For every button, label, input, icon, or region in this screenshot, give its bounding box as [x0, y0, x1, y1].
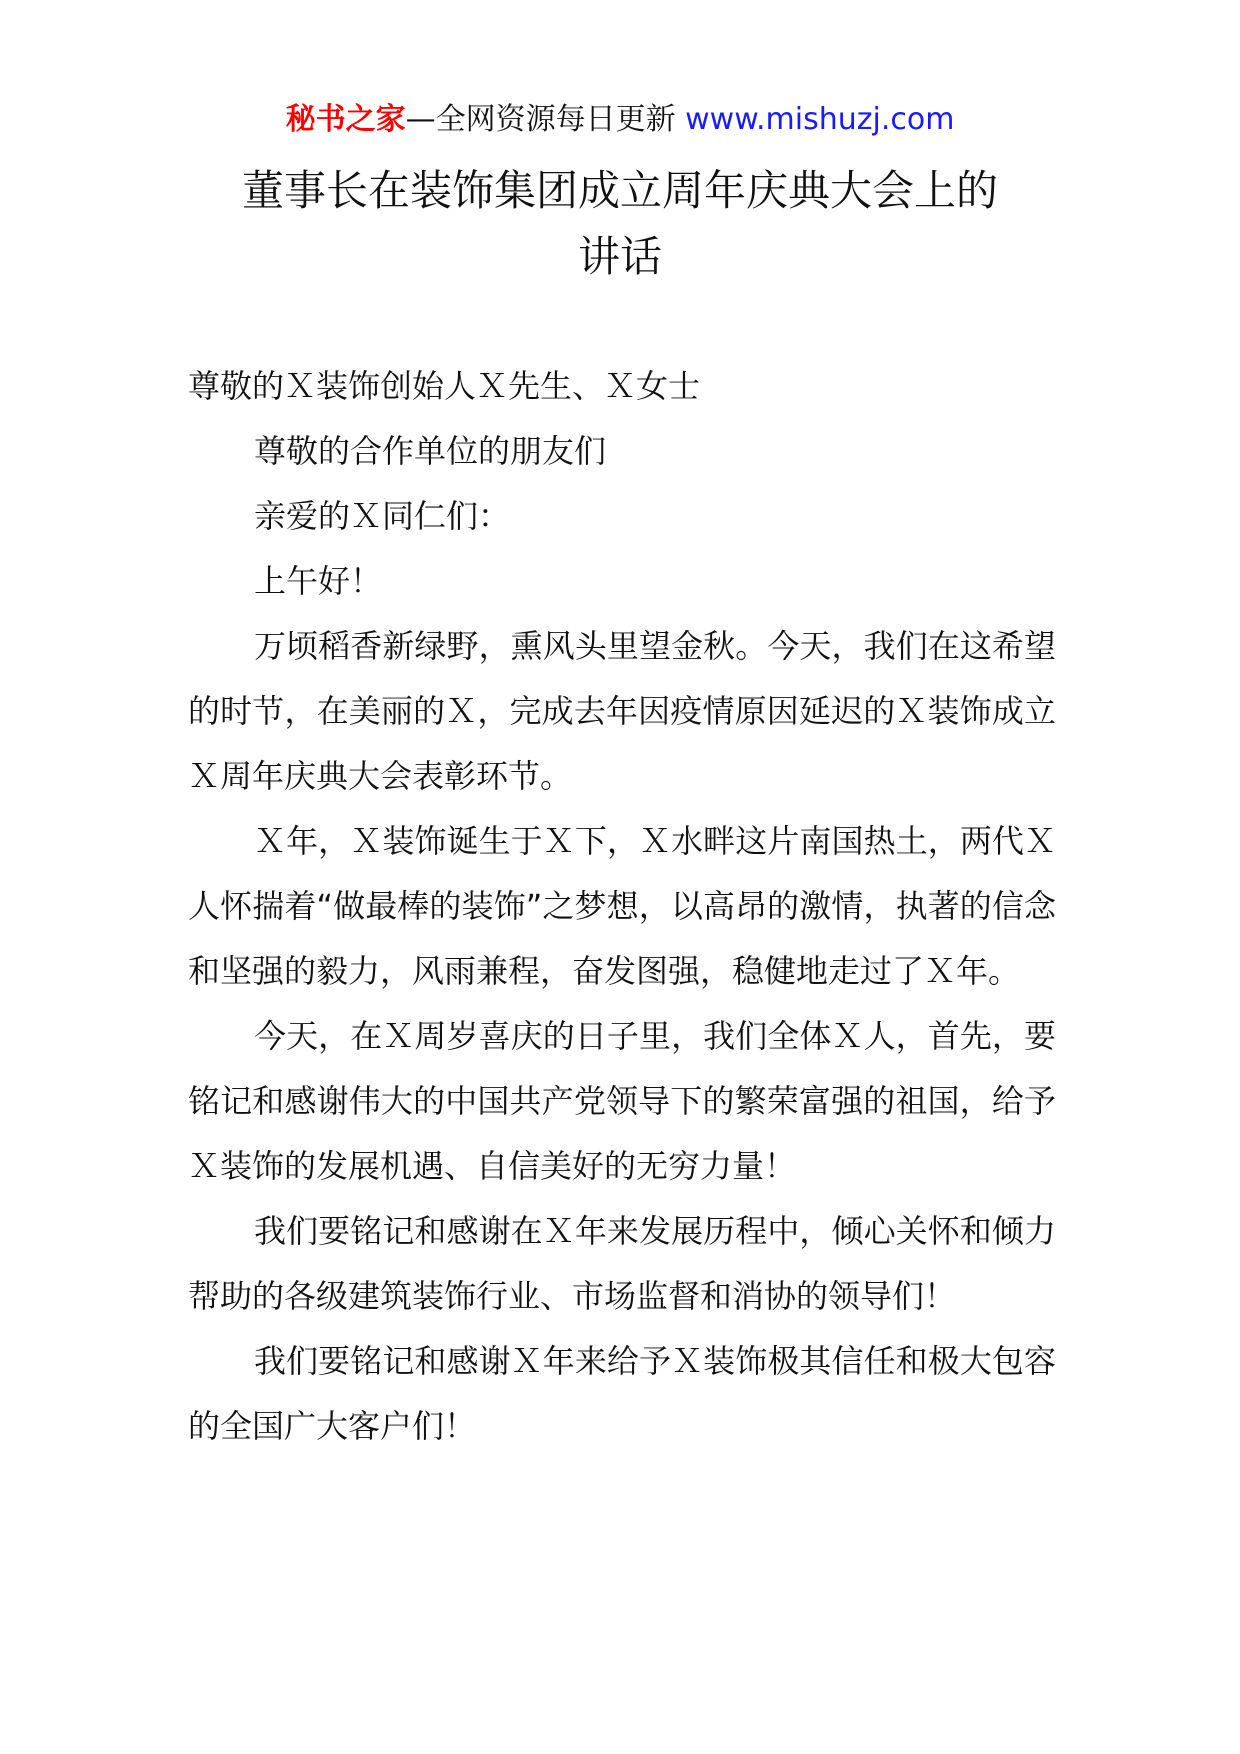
- salutation-partners: 尊敬的合作单位的朋友们: [254, 432, 607, 470]
- paragraph-thanks-leaders: 我们要铭记和感谢在Ｘ年来发展历程中，倾心关怀和倾力帮助的各级建筑装饰行业、市场监督和消协的领导们！: [188, 1212, 1056, 1315]
- document-title: [180, 158, 1060, 290]
- greeting: 上午好！: [254, 562, 383, 600]
- paragraph-thanks-country: 今天，在Ｘ周岁喜庆的日子里，我们全体Ｘ人，首先，要铭记和感谢伟大的中国共产党领导下的繁荣富强的祖国，给予Ｘ装饰的发展机遇、自信美好的无穷力量！: [188, 1017, 1056, 1185]
- document-body: [188, 354, 1056, 1459]
- site-brand: 秘书之家: [285, 102, 406, 137]
- document-title-line-2: 讲话: [577, 232, 662, 281]
- paragraph-thanks-customers: 我们要铭记和感谢Ｘ年来给予Ｘ装饰极其信任和极大包容的全国广大客户们！: [188, 1342, 1056, 1445]
- site-tagline: —全网资源每日更新: [405, 102, 676, 137]
- paragraph-opening: 万顷稻香新绿野，熏风头里望金秋。今天，我们在这希望的时节，在美丽的Ｘ，完成去年因疫情原因延迟的Ｘ装饰成立Ｘ周年庆典大会表彰环节。: [188, 627, 1056, 795]
- salutation-founders: 尊敬的Ｘ装饰创始人Ｘ先生、Ｘ女士: [188, 367, 701, 405]
- paragraph-history: Ｘ年，Ｘ装饰诞生于Ｘ下，Ｘ水畔这片南国热土，两代Ｘ人怀揣着“做最棒的装饰”之梦想，以高昂的激情，执著的信念和坚强的毅力，风雨兼程，奋发图强，稳健地走过了Ｘ年。: [188, 822, 1056, 990]
- document-title-line-1: 董事长在装饰集团成立周年庆典大会上的: [241, 166, 998, 215]
- site-header: [0, 100, 1240, 140]
- salutation-colleagues: 亲爱的Ｘ同仁们：: [254, 497, 511, 535]
- site-url-link[interactable]: www.mishuzj.com: [685, 102, 955, 137]
